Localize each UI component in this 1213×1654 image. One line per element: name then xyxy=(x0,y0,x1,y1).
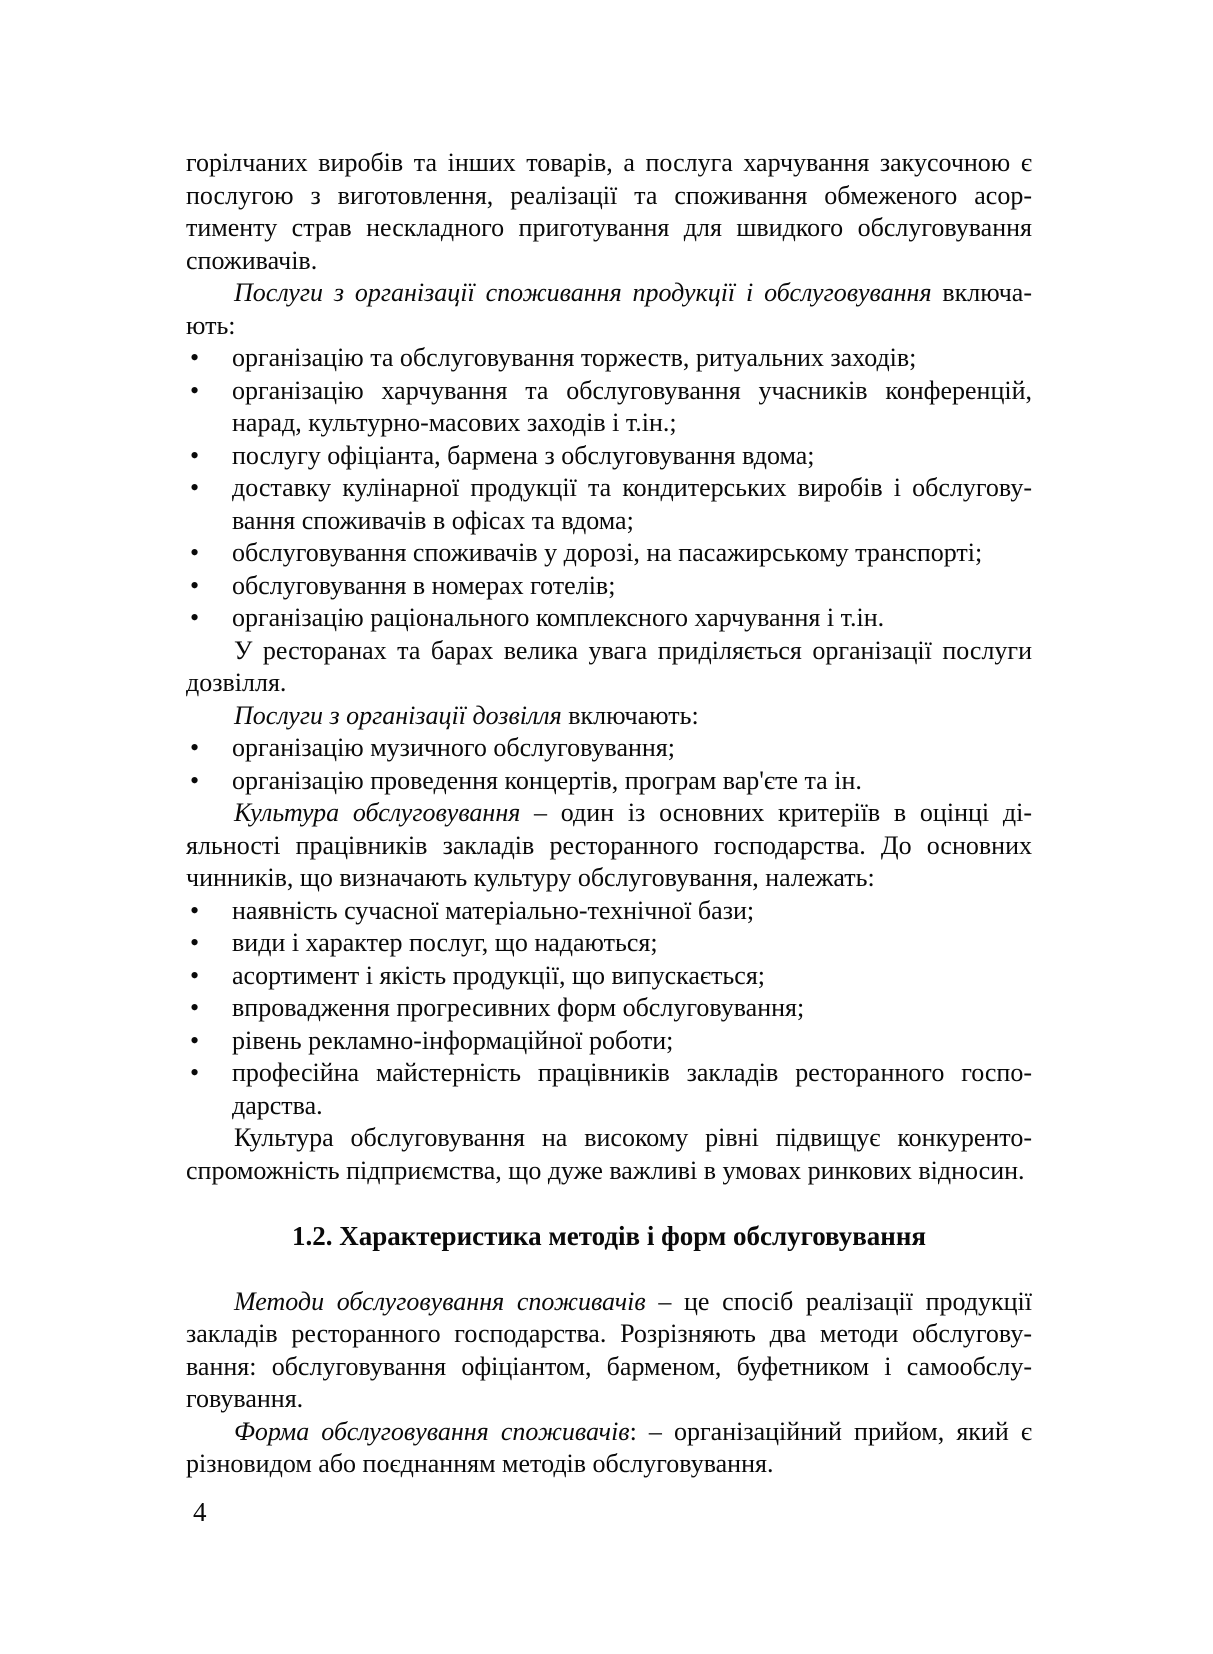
paragraph-text: – це спосіб реалізації продукції закладів ресторанного господарства. Розрізняють два методи обслуговування: обслуговування офіціантом, барменом, буфетником і самообслуговування. xyxy=(186,1286,1032,1413)
paragraph-lead-italic: Послуги з організації споживання продукції і обслуговування xyxy=(234,278,932,307)
paragraph-lead-italic: Послуги з організації дозвілля xyxy=(234,700,562,730)
bullet-icon: • xyxy=(190,1025,200,1055)
bullet-icon: • xyxy=(190,473,200,502)
list-item-text: впровадження прогресивних форм обслуговування; xyxy=(232,993,805,1022)
bullet-icon: • xyxy=(190,375,200,405)
list-item xyxy=(186,375,1032,440)
paragraph-culture-conclusion: Культура обслуговування на високому рівні підвищує конкурентоспроможність підприємства, що дуже важливі в умовах ринкових відносин. xyxy=(186,1123,1032,1185)
bullet-icon: • xyxy=(190,1058,200,1087)
paragraph-intro: горілчаних виробів та інших товарів, а послуга харчування закусочною є послугою з виготовлення, реалізації та споживання обмеженого асортименту страв нескладного приготування для швидкого обслуговування споживачів. xyxy=(186,148,1032,275)
paragraph-text: : – організаційний прийом, який є різновидом або поєднанням методів обслуговування. xyxy=(186,1416,1032,1478)
text-block xyxy=(186,147,1032,1481)
paragraph-lead-italic: Форма обслуговування споживачів xyxy=(234,1416,630,1446)
section-heading: 1.2. Характеристика методів і форм обслуговування xyxy=(291,1221,927,1251)
paragraph-services-leisure xyxy=(186,700,1032,733)
paragraph-lead-italic: Культура обслуговування xyxy=(234,798,521,827)
list-item-text: послугу офіціанта, бармена з обслуговування вдома; xyxy=(232,440,815,470)
bullet-icon: • xyxy=(190,538,200,567)
list-item-text: організацію музичного обслуговування; xyxy=(232,733,675,762)
paragraph-lead-italic: Методи обслуговування споживачів xyxy=(234,1286,646,1316)
list-item xyxy=(186,895,1032,928)
list-item xyxy=(186,960,1032,993)
paragraph-text: включають: xyxy=(186,278,1033,340)
bullet-icon: • xyxy=(190,603,200,632)
list-item xyxy=(186,1025,1032,1058)
list-item-text: наявність сучасної матеріально-технічної бази; xyxy=(232,895,755,925)
list-item-text: організацію та обслуговування торжеств, ритуальних заходів; xyxy=(232,343,917,372)
bullet-icon: • xyxy=(190,440,200,470)
list-item xyxy=(186,992,1032,1025)
list-item-text: асортимент і якість продукції, що випускається; xyxy=(232,960,766,990)
list-item xyxy=(186,1057,1032,1122)
bullet-icon: • xyxy=(190,895,200,925)
list-item-text: види і характер послуг, що надаються; xyxy=(232,928,658,957)
list-item-text: організацію проведення концертів, програм вар'єте та ін. xyxy=(232,765,862,795)
list-item-text: організацію раціонального комплексного харчування і т.ін. xyxy=(232,603,885,632)
list-item xyxy=(186,602,1032,635)
bullet-list-culture xyxy=(186,895,1032,1123)
list-item-text: рівень рекламно-інформаційної роботи; xyxy=(232,1025,674,1055)
paragraph-methods xyxy=(186,1286,1032,1416)
list-item-text: професійна майстерність працівників закладів ресторанного господарства. xyxy=(232,1058,1032,1120)
list-item-text: обслуговування в номерах готелів; xyxy=(232,570,616,600)
bullet-icon: • xyxy=(190,960,200,990)
list-item xyxy=(186,342,1032,375)
list-item-text: обслуговування споживачів у дорозі, на пасажирському транспорті; xyxy=(232,538,983,567)
bullet-icon: • xyxy=(190,733,200,762)
bullet-icon: • xyxy=(190,343,200,372)
list-item xyxy=(186,570,1032,603)
list-item xyxy=(186,440,1032,473)
bullet-icon: • xyxy=(190,765,200,795)
paragraph-restaurants-leisure: У ресторанах та барах велика увага приділяється організації послуги дозвілля. xyxy=(186,635,1032,697)
bullet-list-consumption xyxy=(186,342,1032,635)
paragraph-text: включають: xyxy=(561,700,699,730)
bullet-icon: • xyxy=(190,993,200,1022)
list-item-text: організацію харчування та обслуговування учасників конференцій, нарад, культурно-масових заходів і т.ін.; xyxy=(232,375,1032,437)
page-number: 4 xyxy=(193,1497,207,1527)
list-item xyxy=(186,765,1032,798)
paragraph-culture xyxy=(186,797,1032,895)
bullet-list-leisure xyxy=(186,732,1032,797)
list-item xyxy=(186,732,1032,765)
paragraph-text: – один із основних критеріїв в оцінці діяльності працівників закладів ресторанного господарства. До основних чинників, що визначають культуру обслуговування, належать: xyxy=(186,798,1032,892)
list-item xyxy=(186,537,1032,570)
list-item-text: доставку кулінарної продукції та кондитерських виробів і обслуговування споживачів в офісах та вдома; xyxy=(232,473,1032,535)
paragraph-services-consumption xyxy=(186,277,1032,342)
paragraph-form xyxy=(186,1416,1032,1481)
list-item xyxy=(186,472,1032,537)
list-item xyxy=(186,927,1032,960)
bullet-icon: • xyxy=(190,570,200,600)
bullet-icon: • xyxy=(190,928,200,957)
